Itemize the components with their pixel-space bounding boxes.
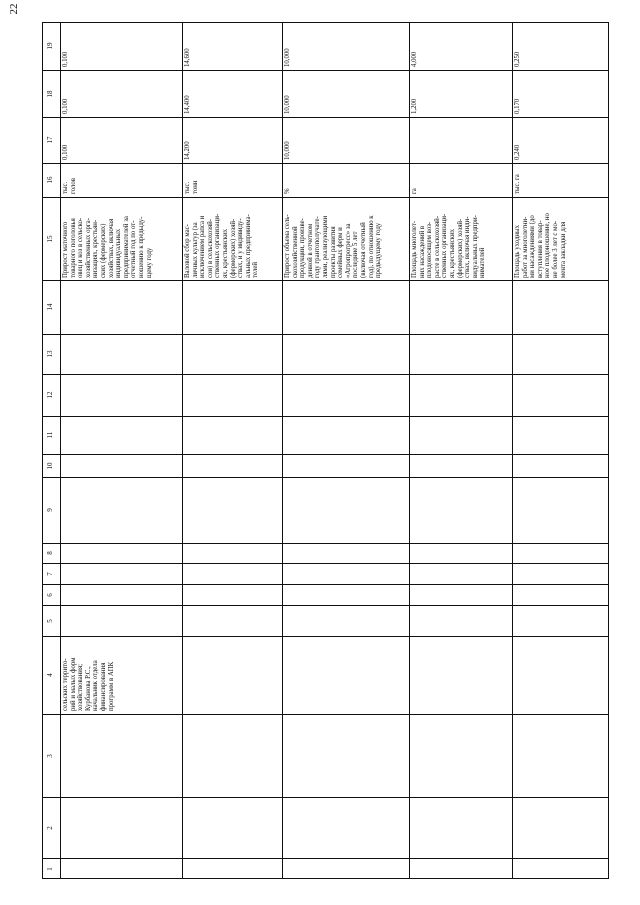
cell-indicator-name: Валовой сбор мас- xyxy=(184,224,191,278)
cell-value-18: 0,100 xyxy=(62,98,69,114)
cell-indicator-name: ствах, включая инди- xyxy=(464,216,472,278)
indicators-table xyxy=(42,22,609,879)
cell-indicator-name: ношению к предыду- xyxy=(138,216,145,278)
cell-indicator-name: вступления в товар- xyxy=(536,220,544,278)
cell-indicator-name: ях, крестьянских xyxy=(449,228,456,278)
cell-value-19: 14,600 xyxy=(184,48,191,67)
cell-indicator-name: денной в отчетном xyxy=(306,223,314,278)
column-number: 3 xyxy=(46,753,54,758)
page-number: 22 xyxy=(8,3,20,15)
cell-indicator-name: ное плодоношение, но xyxy=(544,213,552,278)
column-number: 7 xyxy=(46,571,54,576)
column-divider xyxy=(42,563,609,564)
cell-value-19: 0,100 xyxy=(62,51,69,67)
cell-indicator-name: отчетный год по от- xyxy=(130,220,138,278)
cell-value-19: 4,000 xyxy=(411,51,418,67)
row-divider xyxy=(60,22,61,879)
cell-indicator-name: видуальных предпри- xyxy=(471,215,479,278)
cell-indicator-name: плодоносящем воз- xyxy=(426,221,434,278)
cell-value-18: 0,170 xyxy=(514,98,521,114)
column-number: 6 xyxy=(46,592,54,597)
cell-indicator-name: Прирост маточного xyxy=(62,221,69,278)
column-number: 2 xyxy=(46,825,54,830)
cell-indicator-name: Площадь многолет- xyxy=(411,220,418,278)
cell-indicator-name: расте в сельскохозяй- xyxy=(433,215,441,278)
cell-indicator-name: товарного поголовья xyxy=(69,218,77,278)
cell-indicator-name: лями, реализующими xyxy=(322,215,329,278)
column-divider xyxy=(42,605,609,606)
cell-indicator-name: личных культур (за xyxy=(191,222,199,278)
cell-responsible: сельских террито- xyxy=(62,658,69,711)
column-divider xyxy=(42,714,609,715)
cell-indicator-name: предыдущему году xyxy=(375,222,383,278)
cell-indicator-name: Прирост объема сель- xyxy=(284,214,291,278)
cell-indicator-name: (фермерских) хозяй- xyxy=(229,218,237,278)
cell-indicator-name: ях, крестьянских xyxy=(222,228,229,278)
cell-unit: голов xyxy=(69,178,77,194)
column-number: 16 xyxy=(46,176,54,184)
cell-indicator-name: проекты развития xyxy=(329,226,337,278)
column-divider xyxy=(42,117,609,118)
row-divider xyxy=(409,22,410,879)
cell-indicator-name: ственных организаци- xyxy=(441,213,449,278)
cell-responsible: программ в АПК xyxy=(107,661,115,711)
column-number: 8 xyxy=(46,551,54,555)
cell-indicator-name: работ за многолетни- xyxy=(521,216,529,278)
cell-indicator-name: ствах, и у индивиду- xyxy=(237,218,245,278)
column-divider xyxy=(42,334,609,335)
cell-indicator-name: скохозяйственной xyxy=(291,226,299,278)
cell-value-17: 10,000 xyxy=(284,141,291,160)
cell-indicator-name: овец и коз в сельско- xyxy=(77,217,85,278)
cell-indicator-name: телей xyxy=(252,261,260,278)
cell-indicator-name: (фермерских) хозяй- xyxy=(456,218,464,278)
column-number: 13 xyxy=(46,350,54,358)
column-number: 19 xyxy=(46,42,54,50)
cell-indicator-name: исключением рапса и xyxy=(199,215,207,278)
column-divider xyxy=(42,454,609,455)
cell-responsible: хозяйствования; xyxy=(77,664,85,711)
column-divider xyxy=(42,584,609,585)
cell-responsible: начальник отдела xyxy=(92,660,100,711)
cell-value-19: 10,000 xyxy=(284,48,291,67)
column-number: 15 xyxy=(46,235,54,242)
column-number: 5 xyxy=(46,618,54,623)
column-number: 1 xyxy=(46,866,54,871)
column-divider xyxy=(42,416,609,417)
cell-indicator-name: ственных организаци- xyxy=(214,213,222,278)
cell-indicator-name: (включая отчетный xyxy=(360,222,367,278)
cell-indicator-name: хозяйственных орга- xyxy=(84,218,92,278)
cell-indicator-name: мента закладки для xyxy=(559,221,567,278)
column-divider xyxy=(42,280,609,281)
column-number: 11 xyxy=(46,431,54,439)
cell-indicator-name: нимателей xyxy=(479,247,487,278)
column-number: 18 xyxy=(46,90,54,97)
row-divider xyxy=(512,22,513,879)
cell-responsible: рий и малых форм xyxy=(69,657,77,711)
cell-unit: га xyxy=(411,188,418,194)
column-number: 12 xyxy=(46,391,54,399)
cell-responsible: Курбанова Р.С., xyxy=(84,666,92,711)
column-divider xyxy=(42,858,609,859)
row-divider xyxy=(282,22,283,879)
cell-indicator-name: Площадь уходных xyxy=(514,224,521,278)
cell-responsible: финансирования xyxy=(100,662,107,711)
cell-indicator-name: продукции, произве- xyxy=(299,218,307,278)
cell-value-18: 14,400 xyxy=(184,95,191,114)
cell-indicator-name: год), по отношению к xyxy=(367,215,375,278)
cell-indicator-name: году грантополучате- xyxy=(314,216,322,278)
column-divider xyxy=(42,636,609,637)
cell-value-19: 0,250 xyxy=(514,51,521,67)
cell-indicator-name: ских (фермерских) xyxy=(100,223,107,278)
cell-unit: тонн xyxy=(191,180,199,194)
table-border xyxy=(42,22,609,879)
column-number: 14 xyxy=(46,303,54,311)
cell-indicator-name: щему году xyxy=(145,247,153,278)
cell-value-17: 14,200 xyxy=(184,141,191,160)
cell-indicator-name: предпринимателей за xyxy=(122,216,130,278)
cell-indicator-name: индивидуальных xyxy=(115,228,123,278)
cell-indicator-name: не более 3 лет с мо- xyxy=(552,220,559,278)
cell-value-18: 10,000 xyxy=(284,95,291,114)
cell-unit: тыс. xyxy=(62,181,69,194)
cell-indicator-name: низациях, крестьян- xyxy=(92,219,100,278)
cell-indicator-name: хозяйствах, включая xyxy=(107,218,115,278)
column-number: 10 xyxy=(46,462,54,469)
cell-indicator-name: последние 5 лет xyxy=(352,231,360,278)
column-divider xyxy=(42,797,609,798)
column-divider xyxy=(42,477,609,478)
cell-unit: тыс. xyxy=(184,181,191,194)
cell-indicator-name: альных предпринима- xyxy=(244,214,252,278)
row-divider xyxy=(182,22,183,879)
cell-indicator-name: ми насаждениями (до xyxy=(529,215,537,278)
column-divider xyxy=(42,163,609,164)
cell-indicator-name: семейных ферм и xyxy=(337,227,345,278)
column-number: 17 xyxy=(46,136,54,144)
column-divider xyxy=(42,70,609,71)
cell-value-17: 0,100 xyxy=(62,144,69,160)
column-number: 4 xyxy=(46,673,54,677)
cell-indicator-name: них насаждений в xyxy=(418,225,426,278)
cell-unit: % xyxy=(284,188,291,194)
column-divider xyxy=(42,374,609,375)
cell-indicator-name: «Агропрогресс» за xyxy=(344,223,352,278)
column-divider xyxy=(42,197,609,198)
column-number: 9 xyxy=(46,508,54,512)
column-divider xyxy=(42,543,609,544)
cell-value-17: 0,240 xyxy=(514,144,521,160)
cell-unit: тыс. га xyxy=(514,174,521,194)
cell-indicator-name: сои) в сельскохозяй- xyxy=(206,219,214,278)
cell-value-18: 1,200 xyxy=(411,98,418,114)
